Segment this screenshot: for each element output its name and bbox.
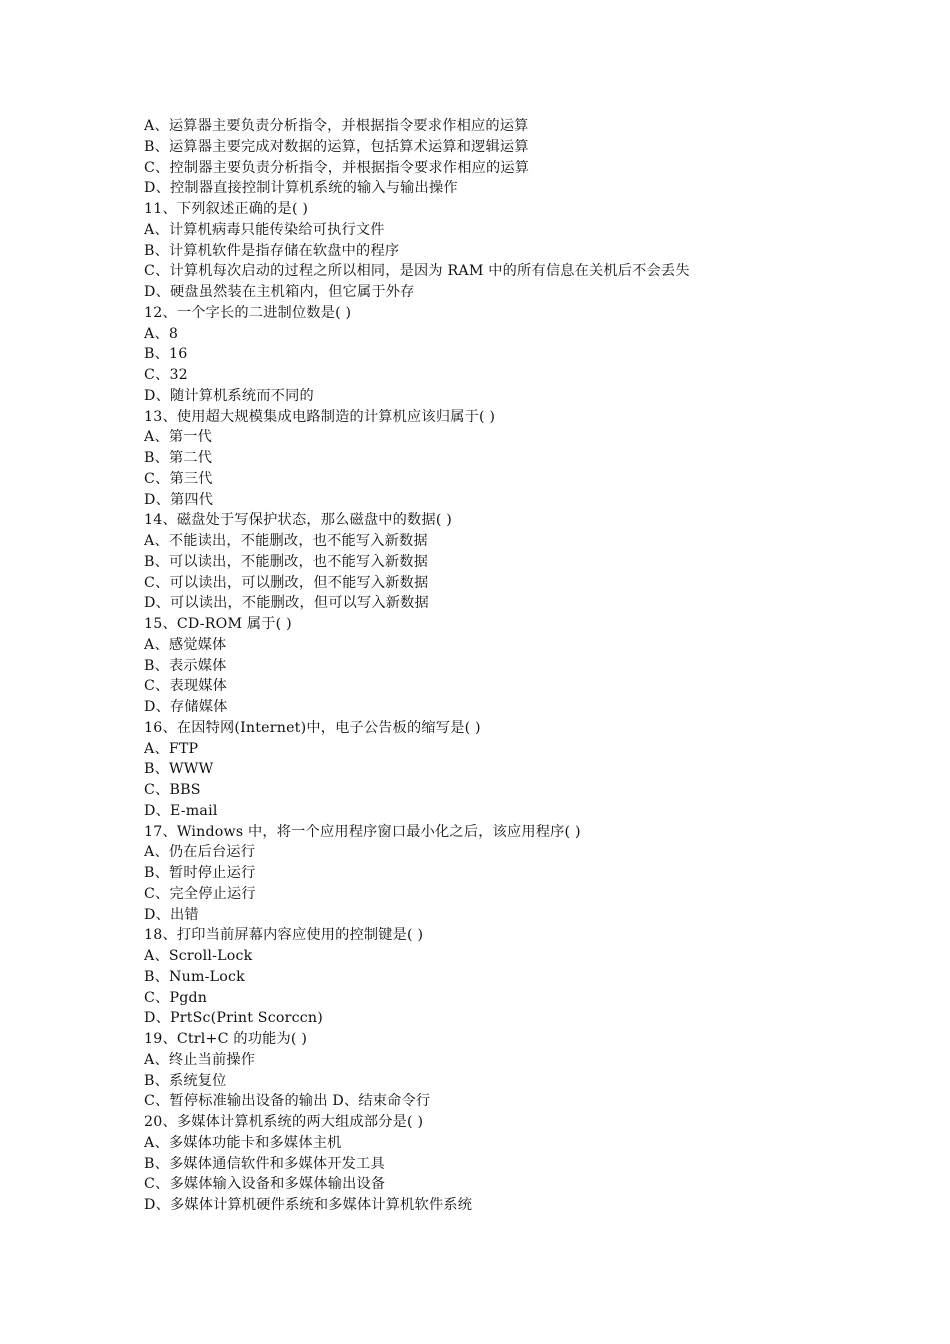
text-line: C、32 (144, 367, 188, 383)
text-line: A、感觉媒体 (144, 636, 227, 653)
text-line: C、计算机每次启动的过程之所以相同，是因为 RAM 中的所有信息在关机后不会丢失 (144, 263, 690, 280)
text-line: D、PrtSc(Print Scorccn) (144, 1010, 323, 1027)
text-line: B、第二代 (144, 450, 213, 466)
question-line: 12、一个字长的二进制位数是( ) (144, 304, 352, 321)
text-line: D、出错 (144, 906, 199, 923)
text-line: D、第四代 (144, 491, 214, 508)
text-line: D、存储媒体 (144, 699, 228, 715)
text-line: B、系统复位 (144, 1072, 227, 1089)
text-line: B、可以读出，不能删改，也不能写入新数据 (144, 553, 428, 570)
text-line: C、BBS (144, 782, 201, 798)
text-line: A、终止当前操作 (144, 1051, 256, 1068)
question-line: 19、Ctrl+C 的功能为( ) (144, 1031, 308, 1047)
text-line: C、完全停止运行 (144, 885, 256, 902)
text-line: C、可以读出，可以删改，但不能写入新数据 (144, 574, 429, 591)
text-line: B、表示媒体 (144, 657, 227, 674)
text-line: D、多媒体计算机硬件系统和多媒体计算机软件系统 (144, 1197, 473, 1213)
text-line: A、计算机病毒只能传染给可执行文件 (144, 221, 385, 238)
question-line: 15、CD-ROM 属于( ) (144, 616, 292, 632)
text-line: D、硬盘虽然装在主机箱内，但它属于外存 (144, 284, 415, 300)
text-line: B、Num-Lock (144, 968, 245, 985)
question-line: 18、打印当前屏幕内容应使用的控制键是( ) (144, 927, 424, 944)
question-line: 13、使用超大规模集成电路制造的计算机应该归属于( ) (144, 408, 496, 425)
text-line: B、计算机软件是指存储在软盘中的程序 (144, 242, 400, 259)
text-line: A、运算器主要负责分析指令，并根据指令要求作相应的运算 (144, 118, 529, 134)
text-line: B、运算器主要完成对数据的运算，包括算术运算和逻辑运算 (144, 138, 529, 155)
text-line: C、控制器主要负责分析指令，并根据指令要求作相应的运算 (144, 159, 530, 176)
text-line: A、第一代 (144, 429, 212, 446)
text-line: C、表现媒体 (144, 678, 227, 695)
text-line: A、多媒体功能卡和多媒体主机 (144, 1134, 342, 1151)
text-line: B、暂时停止运行 (144, 865, 256, 881)
text-line: C、多媒体输入设备和多媒体输出设备 (144, 1176, 386, 1193)
text-line: A、FTP (144, 740, 199, 757)
text-line: B、16 (144, 346, 188, 363)
question-line: 16、在因特网(Internet)中，电子公告板的缩写是( ) (144, 719, 481, 736)
text-line: D、控制器直接控制计算机系统的输入与输出操作 (144, 180, 458, 197)
text-line: B、多媒体通信软件和多媒体开发工具 (144, 1155, 385, 1172)
text-line: D、E-mail (144, 802, 218, 819)
text-line: D、可以读出，不能删改，但可以写入新数据 (144, 595, 429, 612)
text-line: C、暂停标准输出设备的输出 D、结束命令行 (144, 1093, 431, 1110)
question-line: 11、下列叙述正确的是( ) (144, 201, 309, 217)
document-body (144, 116, 864, 1216)
text-line: C、Pgdn (144, 989, 208, 1006)
text-line: A、不能读出，不能删改，也不能写入新数据 (144, 533, 428, 549)
text-line: B、WWW (144, 761, 214, 778)
text-line: C、第三代 (144, 470, 213, 487)
question-line: 14、磁盘处于写保护状态，那么磁盘中的数据( ) (144, 512, 452, 529)
text-line: A、8 (144, 325, 179, 342)
text-line: D、随计算机系统而不同的 (144, 387, 314, 404)
text-line: A、Scroll-Lock (144, 948, 253, 964)
text-line: A、仍在后台运行 (144, 844, 256, 861)
question-line: 20、多媒体计算机系统的两大组成部分是( ) (144, 1114, 424, 1130)
question-line: 17、Windows 中，将一个应用程序窗口最小化之后，该应用程序( ) (144, 823, 581, 840)
